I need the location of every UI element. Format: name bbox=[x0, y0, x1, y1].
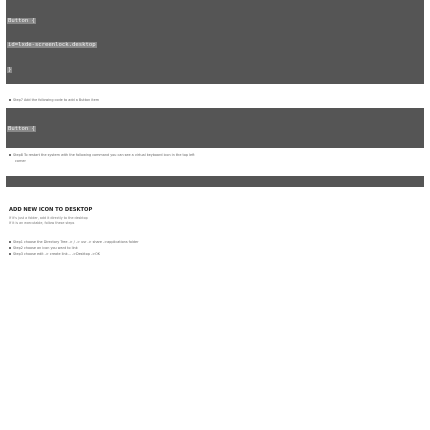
step8-bullet bbox=[9, 153, 195, 158]
code-block-keyboard-button bbox=[6, 108, 424, 148]
code-line: Button { bbox=[8, 126, 35, 133]
step7-bullet bbox=[9, 98, 99, 103]
step8-bullet-cont bbox=[15, 159, 26, 164]
code-line: Button { bbox=[8, 18, 35, 25]
bullet-icon bbox=[9, 247, 11, 249]
step8-text-cont: corner bbox=[15, 159, 26, 163]
code-block-reboot bbox=[6, 176, 424, 187]
step-text: Step1 choose the Directory Tree -> / -> usr -> share ->applications folder bbox=[13, 240, 139, 244]
step8-text: Step8 To restart the system with the following command you can see a virtual keyboard icon in the top left bbox=[13, 153, 195, 157]
list-item bbox=[9, 252, 100, 257]
section-heading: ADD NEW ICON TO DESKTOP bbox=[9, 207, 93, 213]
bullet-icon bbox=[9, 253, 11, 255]
code-line: id=lxde-screenlock.desktop bbox=[8, 42, 96, 49]
intro-line: If it is an executable, follow these steps bbox=[9, 221, 75, 225]
bullet-icon bbox=[9, 241, 11, 243]
bullet-icon bbox=[9, 99, 11, 101]
code-line: } bbox=[8, 66, 12, 73]
step-text: Step2 choose an icon you want to link bbox=[13, 246, 78, 250]
list-item bbox=[9, 240, 139, 245]
bullet-icon bbox=[9, 154, 11, 156]
code-block-desktop-buttons bbox=[6, 0, 424, 84]
list-item bbox=[9, 246, 78, 251]
step-text: Step3 choose edit -> create link... ->Desktop ->OK bbox=[13, 252, 101, 256]
intro-line: If it's just a folder, add it directly to the desktop bbox=[9, 216, 88, 220]
step7-text: Step7 Add the following code to add a Button item bbox=[13, 98, 100, 102]
